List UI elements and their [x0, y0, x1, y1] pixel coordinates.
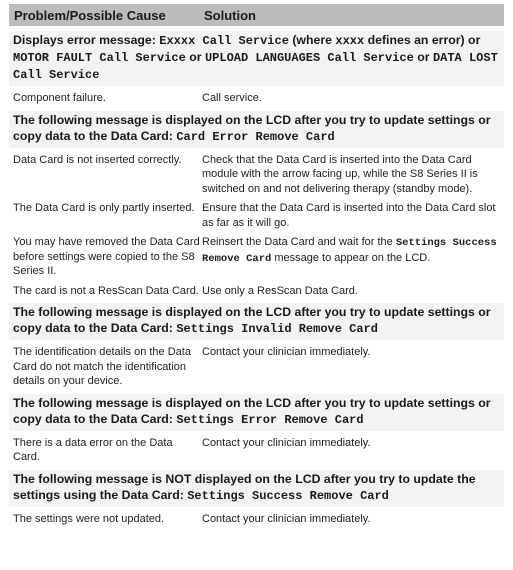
cause-cell: The settings were not updated. — [13, 512, 165, 525]
table-row — [9, 436, 504, 465]
cause-cell: The Data Card is only partly inserted. — [13, 202, 195, 214]
table-header — [9, 4, 504, 26]
cause-cell: You may have removed the Data Card before settings were copied to the S8 Series II. — [13, 236, 200, 277]
table-row — [9, 153, 504, 197]
solution-cell: Contact your clinician immediately. — [202, 512, 371, 525]
cause-cell: The card is not a ResScan Data Card. — [13, 284, 199, 297]
table-row — [9, 201, 504, 230]
header-solution: Solution — [204, 7, 256, 23]
section-heading: Displays error message: Exxxx Call Service (where xxxx defines an error) or MOTOR FAULT Call Service or UPLOAD LANGUAGES Call Service or DATA LOST Call Service — [9, 31, 504, 86]
cause-cell: Component failure. — [13, 92, 106, 104]
solution-cell: Contact your clinician immediately. — [202, 436, 371, 449]
solution-cell: Reinsert the Data Card and wait for the Settings Success Remove Card message to appear on the LCD. — [202, 236, 497, 265]
solution-cell: Check that the Data Card is inserted into the Data Card module with the arrow facing up, while the S8 Series II is switched on and not delivering therapy (standby mode). — [202, 153, 478, 195]
section-heading: The following message is NOT displayed on the LCD after you try to update the settings using the Data Card: Settings Success Remove Card — [9, 470, 504, 507]
section-heading: The following message is displayed on the LCD after you try to update settings or copy data to the Data Card: Settings Invalid Remove Card — [9, 303, 504, 340]
table-row — [9, 284, 504, 299]
table-row — [9, 91, 504, 106]
header-problem: Problem/Possible Cause — [14, 7, 166, 23]
solution-cell: Ensure that the Data Card is inserted into the Data Card slot as far as it will go. — [202, 202, 496, 229]
table-row — [9, 235, 504, 279]
solution-cell: Contact your clinician immediately. — [202, 346, 371, 358]
solution-cell: Use only a ResScan Data Card. — [202, 284, 358, 297]
cause-cell: The identification details on the Data Card do not match the identification details on your device. — [13, 346, 191, 387]
solution-cell: Call service. — [202, 92, 262, 104]
cause-cell: There is a data error on the Data Card. — [13, 436, 173, 463]
section-heading: The following message is displayed on the LCD after you try to update settings or copy data to the Data Card: Settings Error Remove Card — [9, 394, 504, 431]
section-heading: The following message is displayed on the LCD after you try to update settings or copy data to the Data Card: Card Error Remove Card — [9, 111, 504, 148]
cause-cell: Data Card is not inserted correctly. — [13, 153, 182, 166]
table-row — [9, 512, 504, 527]
table-row — [9, 345, 504, 389]
troubleshooting-table — [9, 4, 504, 526]
